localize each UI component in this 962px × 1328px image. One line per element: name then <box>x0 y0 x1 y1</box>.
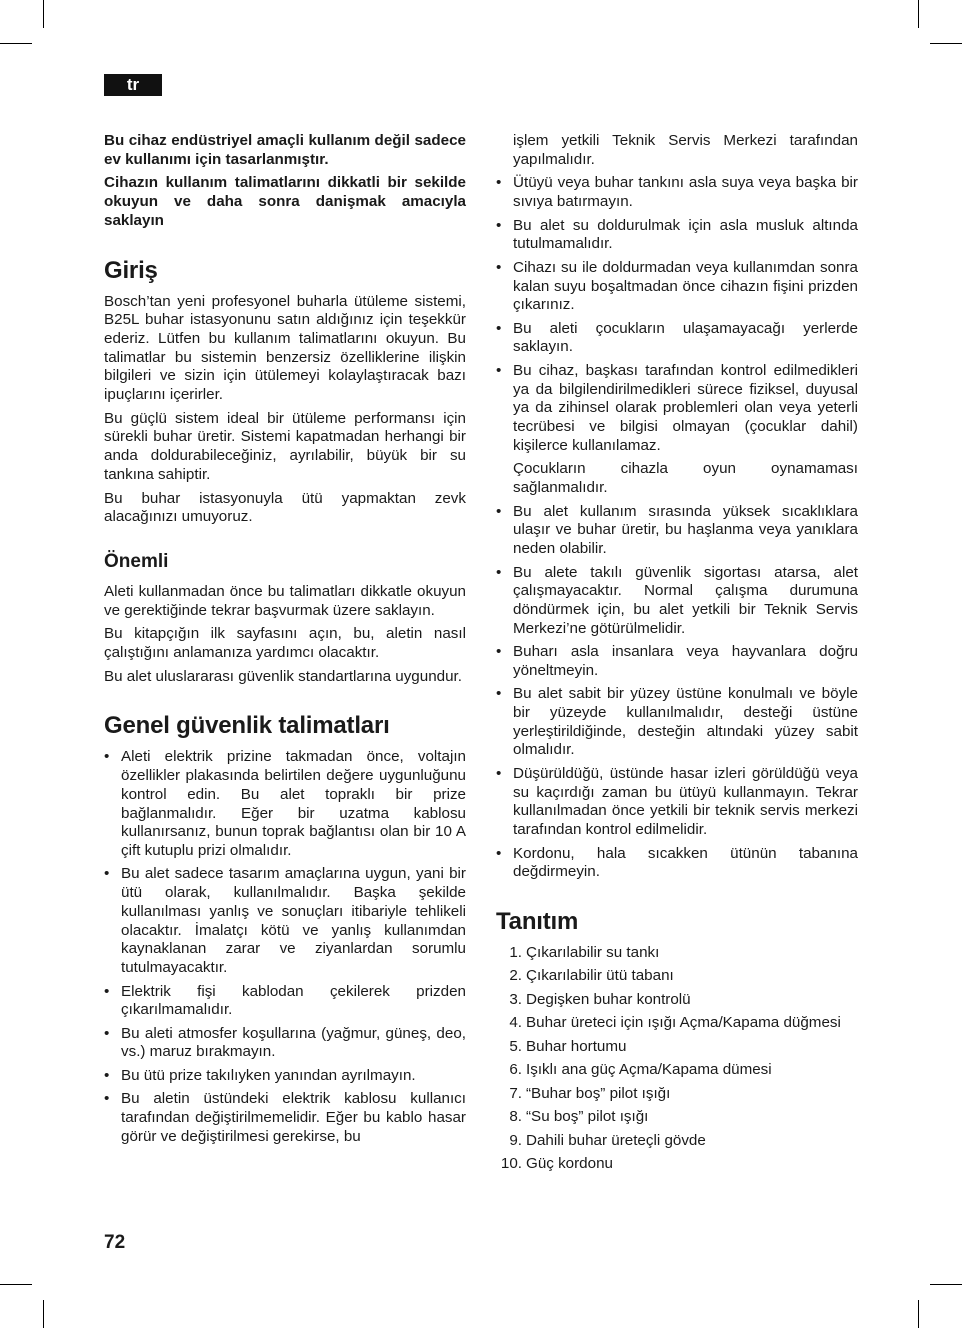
safety-item: • Bu cihaz, başkası tarafından kontrol edilmedikleri ya da bilgilendirilmedikleri sürece fiziksel, duyusal ya da zihinsel olarak problemleri olan veya yeterli tecrübesi ve bilgisi olmayan (çocuklar dahil) kişilerce kullanılamaz. <box>496 362 858 456</box>
safety-item: • Bu alet sabit bir yüzey üstüne konulmalı ve böyle bir yüzeyde kullanılmalıdır, desteği üstüne yerleştirildiğinde, desteğin altındaki yüzey sabit olmalıdır. <box>496 685 858 760</box>
parts-list-item <box>496 1132 858 1151</box>
parts-list-item <box>496 967 858 986</box>
parts-list-item <box>496 1155 858 1174</box>
safety-item: • Düşürüldüğü, üstünde hasar izleri görüldüğü veya su kaçırdığı zaman bu ütüyü kullanmayın. Tekrar kullanılmadan önce yetkili bir teknik servis merkezi tarafından kontrol edilmelidir. <box>496 765 858 840</box>
item-number: 4. <box>509 1014 522 1032</box>
safety-item: • Bu aleti atmosfer koşullarına (yağmur, güneş, deo, vs.) maruz bırakmayın. <box>104 1025 466 1062</box>
children-note: Çocukların cihazla oyun oynamaması sağlanmalıdır. <box>513 460 858 496</box>
safety-list-right-a <box>496 174 858 455</box>
giris-paragraph: Bu güçlü sistem ideal bir ütüleme performansı için sürekli buhar üretir. Sistemi kapatmadan herhangi bir anda doldurabileceğiniz, ayrılabilir, büyük bir su tankına sahiptir. <box>104 409 466 483</box>
crop-mark <box>43 0 44 28</box>
safety-item: • Kordonu, hala sıcakken ütünün tabanına değdirmeyin. <box>496 845 858 882</box>
item-number: 1. <box>509 943 522 961</box>
safety-item: • Cihazı su ile doldurmadan veya kullanımdan sonra kalan suyu boşaltmadan önce cihazın fişini prizden çıkarınız. <box>496 259 858 315</box>
language-tab: tr <box>104 74 162 96</box>
safety-item: • Bu aleti çocukların ulaşamayacağı yerlerde saklayın. <box>496 320 858 357</box>
safety-item: • Buharı asla insanlara veya hayvanlara doğru yöneltmeyin. <box>496 643 858 680</box>
crop-mark <box>930 1284 962 1285</box>
item-text: Dahili buhar üreteçli gövde <box>526 1131 706 1149</box>
intro-bold-2: Cihazın kullanım talimatlarını dikkatli bir sekilde okuyun ve daha sonra danişmak amacıyla saklayın <box>104 174 466 229</box>
item-text: “Su boş” pilot ışığı <box>526 1108 649 1126</box>
page-number: 72 <box>104 1232 126 1253</box>
crop-mark <box>918 1300 919 1328</box>
item-text: Güç kordonu <box>526 1155 613 1173</box>
crop-mark <box>43 1300 44 1328</box>
safety-item: • Elektrik fişi kablodan çekilerek prizden çıkarılmamalıdır. <box>104 983 466 1020</box>
parts-list-item <box>496 1061 858 1080</box>
item-number: 3. <box>509 990 522 1008</box>
onemli-paragraph: Bu kitapçığın ilk sayfasını açın, bu, aletin nasıl çalıştığını anlamanıza yardımcı olacaktır. <box>104 625 466 662</box>
item-text: Buhar hortumu <box>526 1037 627 1055</box>
left-column <box>104 132 466 1151</box>
giris-paragraph: Bu buhar istasyonuyla ütü yapmaktan zevk alacağınızı umuyoruz. <box>104 489 466 526</box>
item-number: 8. <box>509 1108 522 1126</box>
giris-paragraph: Bosch’tan yeni profesyonel buharla ütüleme sistemi, B25L buhar istasyonunu satın aldığınız için teşekkür ederiz. Lütfen bu kullanım talimatlarını okuyun. Bu talimatlar bu sistemin benzersiz özelliklerine ilişkin bilgileri ve sizin için ütülemeyi kolaylaştıracak bazı ipuçlarını içerirler. <box>104 292 466 404</box>
safety-item: • Bu alet sadece tasarım amaçlarına uygun, yani bir ütü olarak, kullanılmalıdır. Başka şekilde kullanılması yanlış ve sonuçları itibariyle tehlikeli olacaktır. İmalatçı kötü ve yanlış kullanımdan kaynaklanan zarar ve ziyanlardan sorumlu tutulmayacaktır. <box>104 865 466 977</box>
item-text: Çıkarılabilir su tankı <box>526 943 660 961</box>
crop-mark <box>0 1284 32 1285</box>
safety-item: • Bu alete takılı güvenlik sigortası atarsa, alet çalışmayacaktır. Normal çalışma durumuna döndürmek için, bu alet yetkili bir Teknik Servis Merkezi’ne götürülmelidir. <box>496 564 858 639</box>
item-number: 7. <box>509 1084 522 1102</box>
safety-item: • Bu alet kullanım sırasında yüksek sıcaklıklara ulaşır ve buhar üretir, bu haşlanma veya yanıklara neden olabilir. <box>496 503 858 559</box>
onemli-paragraph: Aleti kullanmadan önce bu talimatları dikkatle okuyun ve gerektiğinde tekrar başvurmak üzere saklayın. <box>104 582 466 619</box>
safety-list-right-b <box>496 503 858 882</box>
crop-mark <box>930 43 962 44</box>
safety-item: • Bu ütü prize takılıyken yanından ayrılmayın. <box>104 1067 466 1086</box>
item-text: Degişken buhar kontrolü <box>526 990 691 1008</box>
item-number: 10. <box>500 1155 522 1173</box>
parts-list-item <box>496 1085 858 1104</box>
item-text: Çıkarılabilir ütü tabanı <box>526 967 674 985</box>
safety-item: • Aleti elektrik prizine takmadan önce, voltajın özellikler plakasında belirtilen değere uygunluğunu kontrol edin. Bu alet topraklı bir prize bağlanmalıdır. Eğer bir uzatma kablosu kullanırsanız, bunun toprak bağlantısı olan bir 10 A çift kutuplu prizi olmalıdır. <box>104 748 466 860</box>
item-text: Buhar üreteci için ışığı Açma/Kapama düğmesi <box>526 1014 841 1032</box>
parts-list-item <box>496 1038 858 1057</box>
intro-bold-1: Bu cihaz endüstriyel amaçli kullanım değil sadece ev kullanımı için tasarlanmıştır. <box>104 132 466 168</box>
item-number: 6. <box>509 1061 522 1079</box>
safety-item: • Bu aletin üstündeki elektrik kablosu kullanıcı tarafından değiştirilmemelidir. Eğer bu kablo hasar görür ve değiştirilmesi gerekirse, bu <box>104 1090 466 1146</box>
safety-item-continuation: işlem yetkili Teknik Servis Merkezi tarafından yapılmalıdır. <box>513 132 858 168</box>
onemli-paragraph: Bu alet uluslararası güvenlik standartlarına uygundur. <box>104 667 462 685</box>
parts-list-item <box>496 1108 858 1127</box>
safety-list-left <box>104 748 466 1146</box>
crop-mark <box>0 43 32 44</box>
item-number: 5. <box>509 1037 522 1055</box>
parts-list <box>496 944 858 1174</box>
section-heading-onemli: Önemli <box>104 550 169 572</box>
item-text: Işıklı ana güç Açma/Kapama dümesi <box>526 1061 772 1079</box>
section-heading-giris: Giriş <box>104 256 158 284</box>
item-number: 2. <box>509 967 522 985</box>
right-column <box>496 132 858 1179</box>
section-heading-tanitim: Tanıtım <box>496 907 579 935</box>
item-number: 9. <box>509 1131 522 1149</box>
section-heading-genel: Genel güvenlik talimatları <box>104 712 390 740</box>
parts-list-item <box>496 991 858 1010</box>
item-text: “Buhar boş” pilot ışığı <box>526 1084 671 1102</box>
safety-item: • Ütüyü veya buhar tankını asla suya veya başka bir sıvıya batırmayın. <box>496 174 858 211</box>
safety-item: • Bu alet su doldurulmak için asla musluk altında tutulmamalıdır. <box>496 217 858 254</box>
parts-list-item <box>496 944 858 963</box>
crop-mark <box>918 0 919 28</box>
parts-list-item <box>496 1014 858 1033</box>
